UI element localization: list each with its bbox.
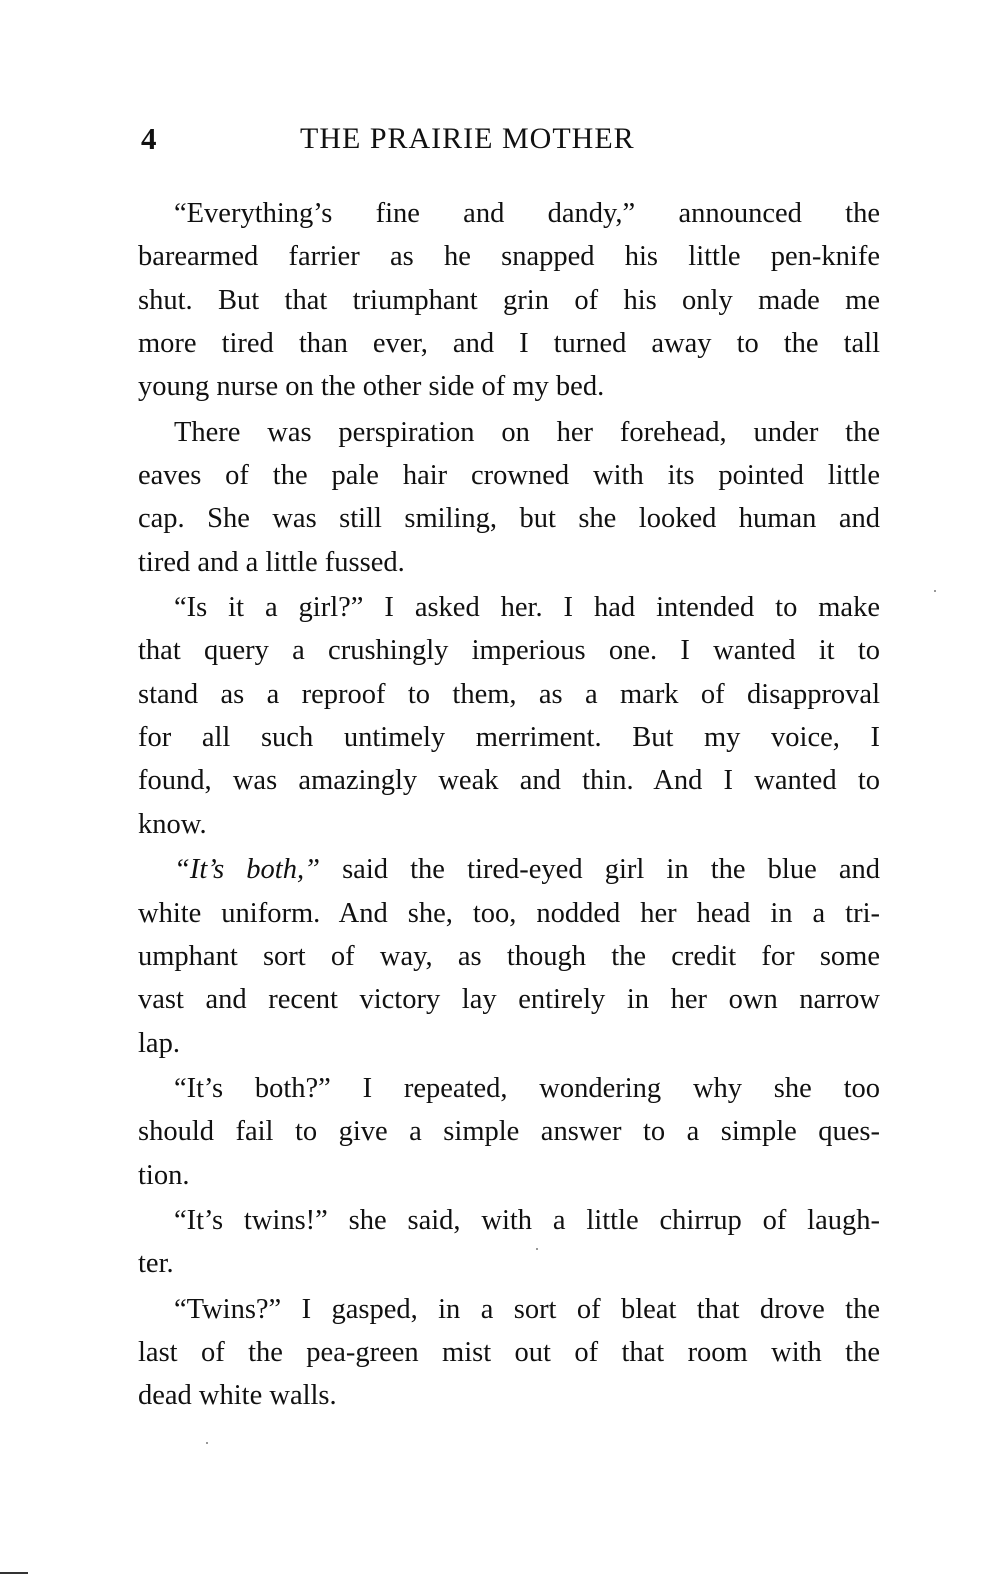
text-line: stand as a reproof to them, as a mark of disapproval [138,678,880,710]
text-line: ter. [138,1248,174,1280]
text-line: young nurse on the other side of my bed. [138,371,605,403]
line-remainder: said the tired-eyed girl in the blue and [319,854,881,886]
text-line: “Everything’s fine and dandy,” announced the [174,198,880,229]
text-line: eaves of the pale hair crowned with its pointed little [138,460,880,492]
body-text [138,192,880,1418]
running-head [138,116,880,162]
text-line: tired and a little fussed. [138,546,405,578]
margin-mark [0,1572,28,1574]
text-line: lap. [138,1027,180,1059]
text-line: “Twins?” I gasped, in a sort of bleat that drove the [174,1293,880,1325]
text-line: umphant sort of way, as though the credit for some [138,940,880,972]
text-line: There was perspiration on her forehead, under the [174,416,880,448]
text-line: shut. But that triumphant grin of his only made me [138,284,880,316]
text-line: last of the pea-green mist out of that room with the [138,1336,880,1368]
text-line: should fail to give a simple answer to a simple ques- [138,1116,880,1148]
text-line: “Is it a girl?” I asked her. I had intended to make [174,592,880,624]
running-title: THE PRAIRIE MOTHER [300,122,635,155]
text-line: cap. She was still smiling, but she looked human and [138,503,880,535]
text-line: found, was amazingly weak and thin. And I wanted to [138,765,880,797]
scan-speck [934,590,936,592]
text-line: vast and recent victory lay entirely in her own narrow [138,984,880,1016]
text-line: that query a crushingly imperious one. I wanted it to [138,635,880,667]
text-line: barearmed farrier as he snapped his little pen-knife [138,241,880,273]
italic-phrase: “It’s both,” [174,854,320,886]
text-line: white uniform. And she, too, nodded her head in a tri- [138,897,880,929]
text-line: for all such untimely merriment. But my voice, I [138,722,880,754]
text-line: “It’s both?” I repeated, wondering why she too [174,1072,880,1104]
text-line: more tired than ever, and I turned away to the tall [138,328,880,360]
text-line [138,848,880,891]
text-line: know. [138,808,207,840]
scan-speck [536,1248,538,1250]
text-line: tion. [138,1159,190,1191]
text-line: dead white walls. [138,1380,337,1412]
page-number: 4 [141,121,157,156]
text-line: “It’s twins!” she said, with a little chirrup of laugh- [174,1204,880,1236]
scan-speck [206,1442,208,1444]
